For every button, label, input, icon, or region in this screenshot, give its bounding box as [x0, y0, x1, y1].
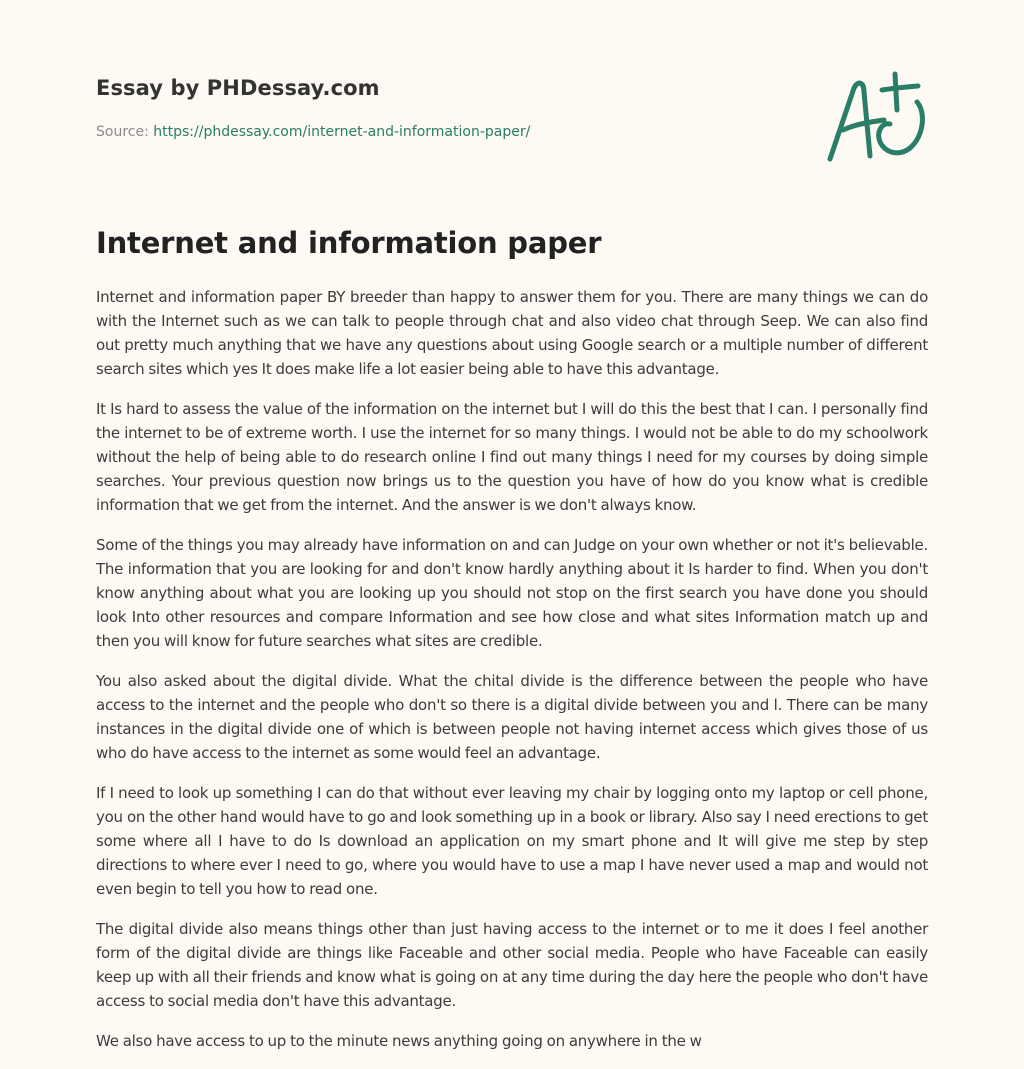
paragraph: You also asked about the digital divide. What the chital divide is the difference between the people who have access to the internet and the people who don't so there is a digital divide between you and l. There can be many instances in the digital divide one of which is between people not having internet access which gives those of us who do have access to the internet as some would feel an advantage.	[96, 672, 928, 762]
paragraph: The digital divide also means things other than just having access to the internet or to me it does I feel another form of the digital divide are things like Faceable and other social media. People who have Faceable can easily keep up with all their friends and know what is going on at any time during the day here the people who don't have access to social media don't have this advantage.	[96, 920, 928, 1010]
essay-body	[96, 285, 928, 1069]
paragraph: Some of the things you may already have information on and can Judge on your own whether or not it's believable. The information that you are looking for and don't know hardly anything about it Is harder to find. When you don't know anything about what you are looking up you should not stop on the first search you have done you should look Into other resources and compare Information and see how close and what sites Information match up and then you will know for future searches what sites are credible.	[96, 536, 928, 650]
paragraph: It Is hard to assess the value of the information on the internet but I will do this the best that I can. I personally find the internet to be of extreme worth. I use the internet for so many things. I would not be able to do my schoolwork without the help of being able to do research online I find out many things I need for my courses by doing simple searches. Your previous question now brings us to the question you have of how do you know what is credible information that we get from the internet. And the answer is we don't always know.	[96, 400, 928, 514]
source-link[interactable]: https://phdessay.com/internet-and-information-paper/	[153, 124, 531, 140]
paragraph: Internet and information paper BY breeder than happy to answer them for you. There are many things we can do with the Internet such as we can talk to people through chat and also video chat through Seep. We can also find out pretty much anything that we have any questions about using Google search or a multiple number of different search sites which yes It does make life a lot easier being able to have this advantage.	[96, 288, 928, 378]
a-plus-logo-icon	[824, 66, 928, 166]
essay-title: Internet and information paper	[96, 226, 602, 260]
brand-title: Essay by PHDessay.com	[96, 76, 380, 100]
source-label: Source:	[96, 124, 149, 140]
source-line	[96, 124, 530, 140]
paragraph: We also have access to up to the minute news anything going on anywhere in the w	[96, 1032, 702, 1050]
paragraph: If I need to look up something I can do that without ever leaving my chair by logging onto my laptop or cell phone, you on the other hand would have to go and look something up in a book or library. Also say I need erections to get some where all I have to do Is download an application on my smart phone and It will give me step by step directions to where ever I need to go, where you would have to use a map I have never used a map and would not even begin to tell you how to read one.	[96, 784, 928, 898]
